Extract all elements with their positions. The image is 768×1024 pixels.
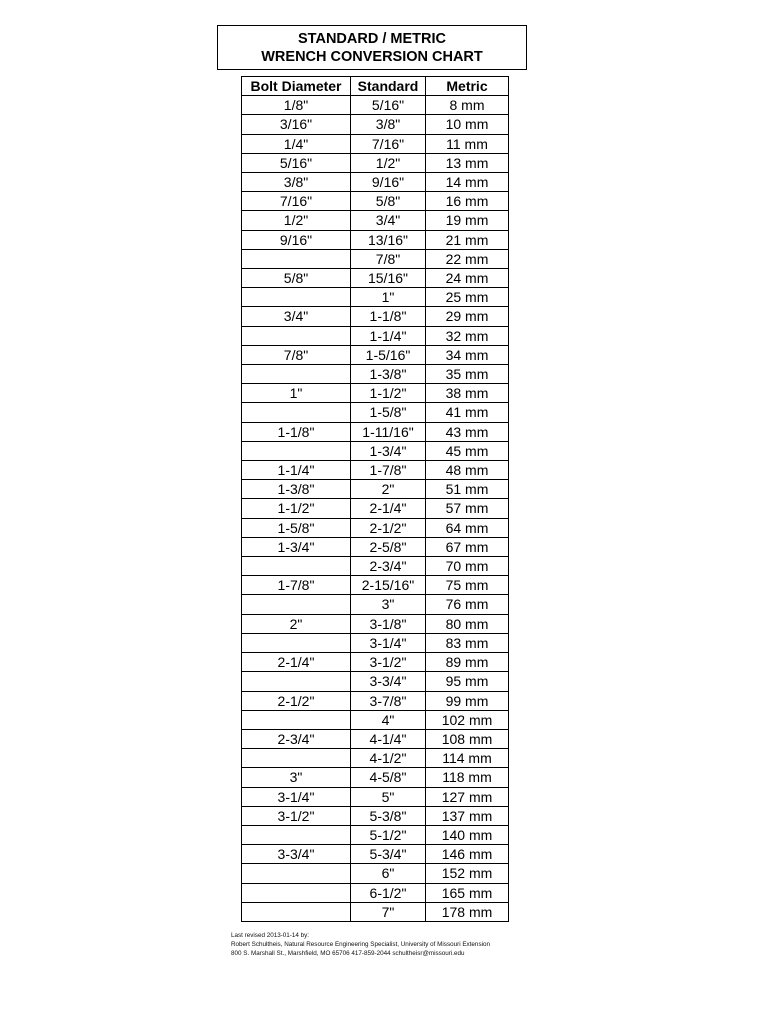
metric-cell: 34 mm: [426, 345, 509, 364]
metric-cell: 146 mm: [426, 845, 509, 864]
footer-author-line: Robert Schultheis, Natural Resource Engineering Specialist, University of Missouri Extension: [231, 940, 490, 948]
standard-cell: 7/8": [351, 249, 426, 268]
bolt-diameter-cell: 3/8": [242, 173, 351, 192]
metric-cell: 19 mm: [426, 211, 509, 230]
metric-cell: 64 mm: [426, 518, 509, 537]
table-row: [242, 614, 509, 633]
table-row: [242, 729, 509, 748]
table-row: [242, 845, 509, 864]
standard-cell: 2-3/4": [351, 557, 426, 576]
standard-cell: 2-1/4": [351, 499, 426, 518]
metric-cell: 32 mm: [426, 326, 509, 345]
metric-cell: 21 mm: [426, 230, 509, 249]
bolt-diameter-cell: 1/2": [242, 211, 351, 230]
standard-cell: 6-1/2": [351, 883, 426, 902]
bolt-diameter-cell: [242, 672, 351, 691]
table-row: [242, 749, 509, 768]
standard-cell: 2": [351, 480, 426, 499]
metric-cell: 14 mm: [426, 173, 509, 192]
table-row: [242, 326, 509, 345]
conversion-table: [241, 76, 509, 922]
table-row: [242, 768, 509, 787]
table-row: [242, 96, 509, 115]
bolt-diameter-cell: [242, 403, 351, 422]
metric-cell: 45 mm: [426, 441, 509, 460]
metric-cell: 24 mm: [426, 269, 509, 288]
standard-cell: 5-1/2": [351, 825, 426, 844]
table-row: [242, 537, 509, 556]
bolt-diameter-cell: 2-1/2": [242, 691, 351, 710]
bolt-diameter-cell: 1/8": [242, 96, 351, 115]
table-row: [242, 864, 509, 883]
metric-cell: 43 mm: [426, 422, 509, 441]
bolt-diameter-cell: 1-1/8": [242, 422, 351, 441]
metric-cell: 114 mm: [426, 749, 509, 768]
metric-cell: 178 mm: [426, 902, 509, 921]
header-metric: Metric: [426, 77, 509, 96]
table-row: [242, 422, 509, 441]
metric-cell: 41 mm: [426, 403, 509, 422]
standard-cell: 5/16": [351, 96, 426, 115]
standard-cell: 1-3/4": [351, 441, 426, 460]
metric-cell: 80 mm: [426, 614, 509, 633]
metric-cell: 75 mm: [426, 576, 509, 595]
bolt-diameter-cell: 3-1/2": [242, 806, 351, 825]
metric-cell: 38 mm: [426, 384, 509, 403]
bolt-diameter-cell: 3/16": [242, 115, 351, 134]
metric-cell: 140 mm: [426, 825, 509, 844]
table-row: [242, 173, 509, 192]
bolt-diameter-cell: [242, 288, 351, 307]
table-row: [242, 153, 509, 172]
metric-cell: 35 mm: [426, 365, 509, 384]
table-row: [242, 192, 509, 211]
metric-cell: 8 mm: [426, 96, 509, 115]
table-row: [242, 269, 509, 288]
standard-cell: 2-5/8": [351, 537, 426, 556]
bolt-diameter-cell: 1": [242, 384, 351, 403]
table-row: [242, 633, 509, 652]
standard-cell: 1-7/8": [351, 461, 426, 480]
footer-revised-line: Last revised 2013-01-14 by:: [231, 932, 310, 939]
chart-title-line-1: STANDARD / METRIC: [298, 31, 446, 47]
bolt-diameter-cell: [242, 633, 351, 652]
table-row: [242, 806, 509, 825]
standard-cell: 3": [351, 595, 426, 614]
table-header-row: [242, 77, 509, 96]
metric-cell: 137 mm: [426, 806, 509, 825]
metric-cell: 70 mm: [426, 557, 509, 576]
table-row: [242, 403, 509, 422]
table-row: [242, 883, 509, 902]
metric-cell: 89 mm: [426, 653, 509, 672]
standard-cell: 1-1/8": [351, 307, 426, 326]
table-row: [242, 288, 509, 307]
standard-cell: 1-5/8": [351, 403, 426, 422]
metric-cell: 95 mm: [426, 672, 509, 691]
standard-cell: 7/16": [351, 134, 426, 153]
standard-cell: 4-1/4": [351, 729, 426, 748]
standard-cell: 4-5/8": [351, 768, 426, 787]
table-body: [242, 96, 509, 922]
metric-cell: 102 mm: [426, 710, 509, 729]
bolt-diameter-cell: 1-1/2": [242, 499, 351, 518]
chart-title-line-2: WRENCH CONVERSION CHART: [261, 49, 483, 65]
bolt-diameter-cell: [242, 710, 351, 729]
table-row: [242, 249, 509, 268]
bolt-diameter-cell: [242, 902, 351, 921]
metric-cell: 152 mm: [426, 864, 509, 883]
bolt-diameter-cell: 2-1/4": [242, 653, 351, 672]
standard-cell: 3-3/4": [351, 672, 426, 691]
table-row: [242, 480, 509, 499]
bolt-diameter-cell: [242, 864, 351, 883]
metric-cell: 127 mm: [426, 787, 509, 806]
metric-cell: 51 mm: [426, 480, 509, 499]
bolt-diameter-cell: 2-3/4": [242, 729, 351, 748]
standard-cell: 1-11/16": [351, 422, 426, 441]
table-row: [242, 365, 509, 384]
table-row: [242, 787, 509, 806]
bolt-diameter-cell: 3-3/4": [242, 845, 351, 864]
metric-cell: 48 mm: [426, 461, 509, 480]
standard-cell: 7": [351, 902, 426, 921]
bolt-diameter-cell: 9/16": [242, 230, 351, 249]
header-bolt-diameter: Bolt Diameter: [242, 77, 351, 96]
revision-footer: [231, 932, 551, 958]
bolt-diameter-cell: [242, 749, 351, 768]
metric-cell: 76 mm: [426, 595, 509, 614]
metric-cell: 11 mm: [426, 134, 509, 153]
bolt-diameter-cell: 1-3/4": [242, 537, 351, 556]
table-row: [242, 211, 509, 230]
bolt-diameter-cell: 1-7/8": [242, 576, 351, 595]
table-row: [242, 672, 509, 691]
bolt-diameter-cell: 5/16": [242, 153, 351, 172]
bolt-diameter-cell: 1-3/8": [242, 480, 351, 499]
table-row: [242, 557, 509, 576]
standard-cell: 5-3/4": [351, 845, 426, 864]
metric-cell: 165 mm: [426, 883, 509, 902]
bolt-diameter-cell: 1-5/8": [242, 518, 351, 537]
table-row: [242, 441, 509, 460]
bolt-diameter-cell: 7/16": [242, 192, 351, 211]
standard-cell: 1-1/2": [351, 384, 426, 403]
table-row: [242, 691, 509, 710]
standard-cell: 1-1/4": [351, 326, 426, 345]
table-row: [242, 576, 509, 595]
bolt-diameter-cell: [242, 249, 351, 268]
bolt-diameter-cell: 3-1/4": [242, 787, 351, 806]
standard-cell: 3/4": [351, 211, 426, 230]
bolt-diameter-cell: 3/4": [242, 307, 351, 326]
standard-cell: 3-1/4": [351, 633, 426, 652]
bolt-diameter-cell: [242, 883, 351, 902]
standard-cell: 13/16": [351, 230, 426, 249]
standard-cell: 2-1/2": [351, 518, 426, 537]
bolt-diameter-cell: 1/4": [242, 134, 351, 153]
standard-cell: 15/16": [351, 269, 426, 288]
table-row: [242, 710, 509, 729]
standard-cell: 1": [351, 288, 426, 307]
metric-cell: 57 mm: [426, 499, 509, 518]
table-row: [242, 384, 509, 403]
standard-cell: 1/2": [351, 153, 426, 172]
table-row: [242, 230, 509, 249]
standard-cell: 1-5/16": [351, 345, 426, 364]
table-row: [242, 518, 509, 537]
standard-cell: 4": [351, 710, 426, 729]
bolt-diameter-cell: 5/8": [242, 269, 351, 288]
metric-cell: 25 mm: [426, 288, 509, 307]
table-row: [242, 653, 509, 672]
table-row: [242, 499, 509, 518]
bolt-diameter-cell: [242, 326, 351, 345]
bolt-diameter-cell: [242, 441, 351, 460]
metric-cell: 13 mm: [426, 153, 509, 172]
metric-cell: 67 mm: [426, 537, 509, 556]
standard-cell: 5-3/8": [351, 806, 426, 825]
standard-cell: 3-7/8": [351, 691, 426, 710]
bolt-diameter-cell: 7/8": [242, 345, 351, 364]
metric-cell: 29 mm: [426, 307, 509, 326]
table-row: [242, 307, 509, 326]
bolt-diameter-cell: [242, 825, 351, 844]
metric-cell: 118 mm: [426, 768, 509, 787]
standard-cell: 3-1/2": [351, 653, 426, 672]
table-row: [242, 115, 509, 134]
table-row: [242, 902, 509, 921]
standard-cell: 6": [351, 864, 426, 883]
bolt-diameter-cell: [242, 365, 351, 384]
table-row: [242, 461, 509, 480]
table-row: [242, 595, 509, 614]
standard-cell: 1-3/8": [351, 365, 426, 384]
standard-cell: 3-1/8": [351, 614, 426, 633]
footer-contact-line: 800 S. Marshall St., Marshfield, MO 65706 417-859-2044 schultheisr@missouri.edu: [231, 949, 465, 957]
table-row: [242, 134, 509, 153]
table-row: [242, 345, 509, 364]
bolt-diameter-cell: 2": [242, 614, 351, 633]
standard-cell: 5": [351, 787, 426, 806]
bolt-diameter-cell: [242, 595, 351, 614]
metric-cell: 108 mm: [426, 729, 509, 748]
metric-cell: 16 mm: [426, 192, 509, 211]
bolt-diameter-cell: 1-1/4": [242, 461, 351, 480]
header-standard: Standard: [351, 77, 426, 96]
chart-title-box: [217, 25, 527, 70]
metric-cell: 99 mm: [426, 691, 509, 710]
metric-cell: 10 mm: [426, 115, 509, 134]
standard-cell: 4-1/2": [351, 749, 426, 768]
table-row: [242, 825, 509, 844]
standard-cell: 3/8": [351, 115, 426, 134]
metric-cell: 83 mm: [426, 633, 509, 652]
standard-cell: 5/8": [351, 192, 426, 211]
standard-cell: 9/16": [351, 173, 426, 192]
bolt-diameter-cell: [242, 557, 351, 576]
metric-cell: 22 mm: [426, 249, 509, 268]
standard-cell: 2-15/16": [351, 576, 426, 595]
bolt-diameter-cell: 3": [242, 768, 351, 787]
